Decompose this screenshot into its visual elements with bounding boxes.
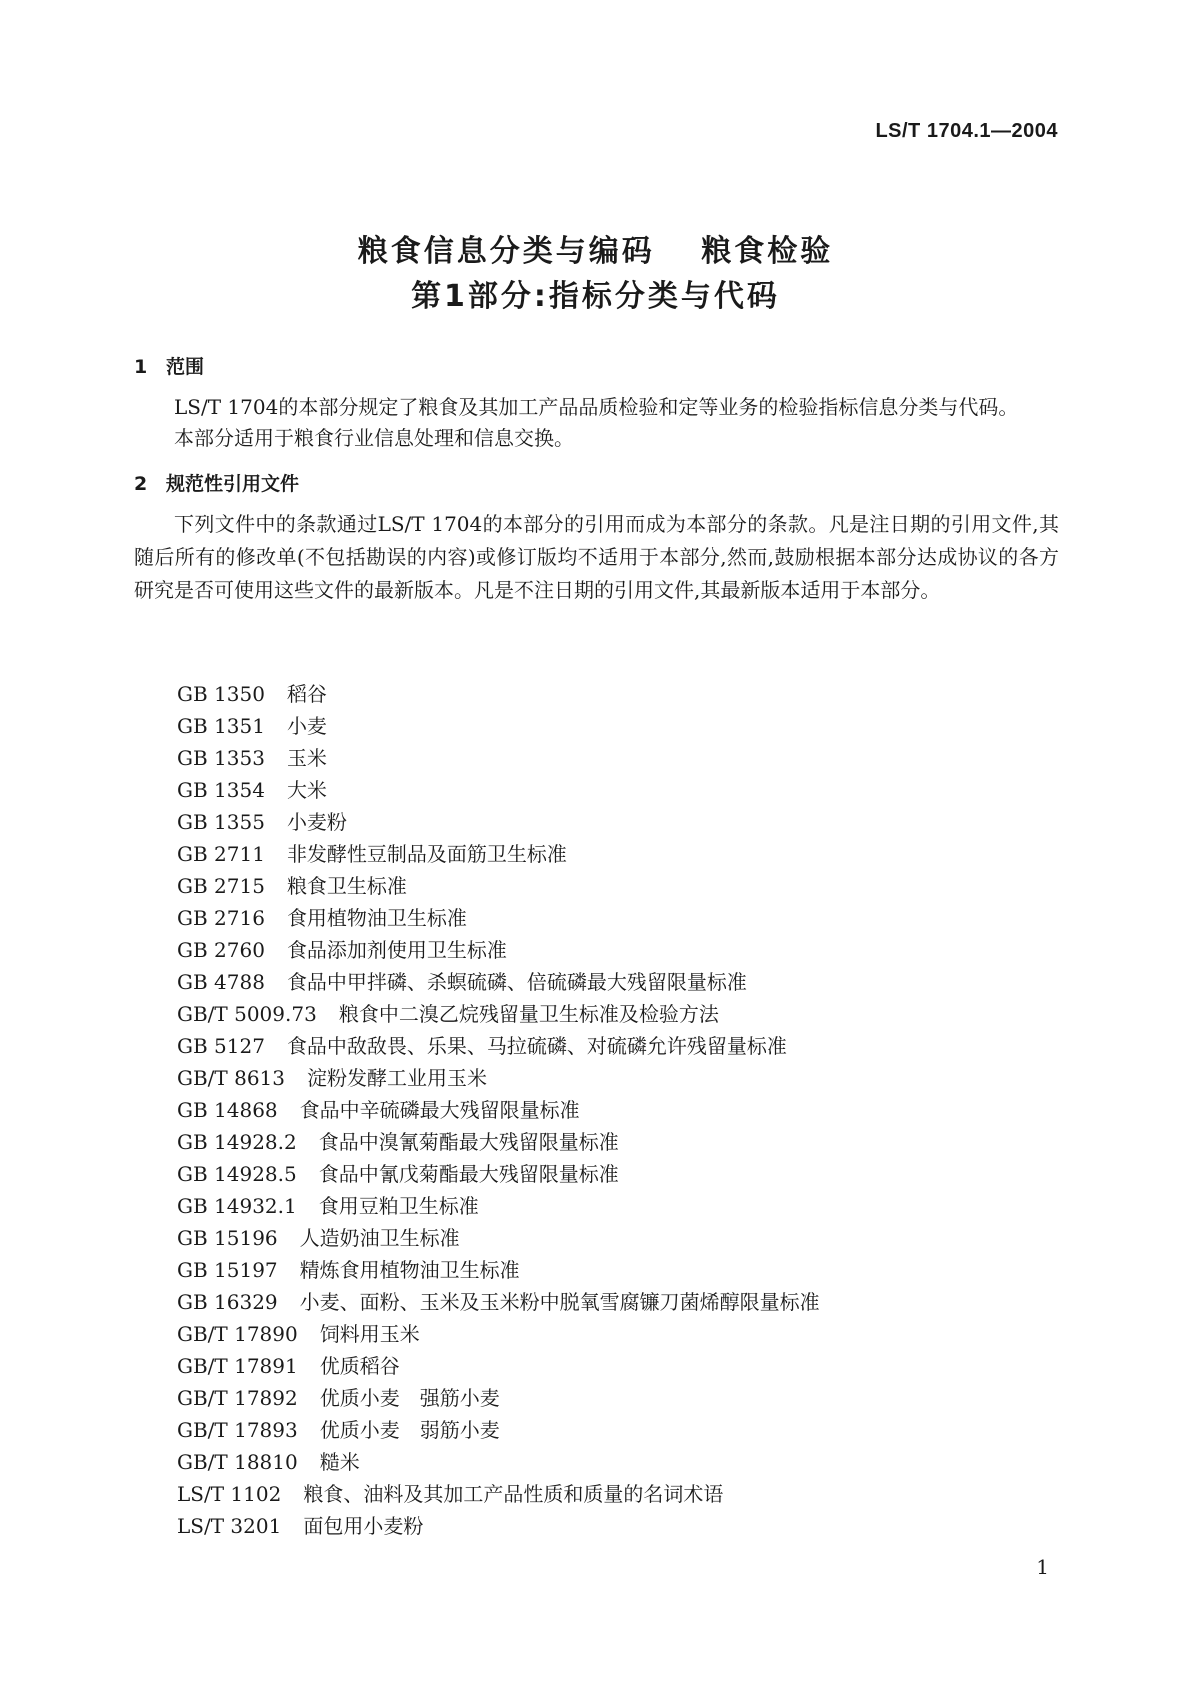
reference-title: 食品中甲拌磷、杀螟硫磷、倍硫磷最大残留限量标准 bbox=[286, 970, 747, 994]
reference-title: 粮食、油料及其加工产品性质和质量的名词术语 bbox=[303, 1482, 724, 1506]
reference-item bbox=[177, 710, 820, 742]
reference-code: GB/T 17890 bbox=[177, 1322, 298, 1346]
reference-item bbox=[177, 966, 820, 998]
reference-code: GB 1351 bbox=[177, 714, 265, 738]
reference-item bbox=[177, 1190, 820, 1222]
reference-code: GB 14928.2 bbox=[177, 1130, 297, 1154]
reference-item bbox=[177, 1158, 820, 1190]
section-1-paragraph-1: LS/T 1704的本部分规定了粮食及其加工产品品质检验和定等业务的检验指标信息分类与代码。 bbox=[174, 395, 1019, 419]
reference-title: 小麦粉 bbox=[286, 810, 347, 834]
reference-code: GB 1354 bbox=[177, 778, 265, 802]
section-title: 范围 bbox=[166, 356, 205, 378]
reference-code: GB/T 17893 bbox=[177, 1418, 298, 1442]
reference-item bbox=[177, 806, 820, 838]
reference-code: GB 16329 bbox=[177, 1290, 278, 1314]
reference-code: GB 14928.5 bbox=[177, 1162, 297, 1186]
reference-item bbox=[177, 1478, 820, 1510]
reference-item bbox=[177, 1126, 820, 1158]
reference-title: 食用豆粕卫生标准 bbox=[318, 1194, 479, 1218]
reference-item bbox=[177, 1446, 820, 1478]
reference-title: 优质小麦 弱筋小麦 bbox=[319, 1418, 500, 1442]
reference-item bbox=[177, 934, 820, 966]
reference-title: 食品中敌敌畏、乐果、马拉硫磷、对硫磷允许残留量标准 bbox=[286, 1034, 787, 1058]
reference-code: GB/T 5009.73 bbox=[177, 1002, 317, 1026]
reference-code: GB 15197 bbox=[177, 1258, 278, 1282]
reference-code: GB 14932.1 bbox=[177, 1194, 297, 1218]
reference-item bbox=[177, 998, 820, 1030]
reference-code: GB/T 18810 bbox=[177, 1450, 298, 1474]
reference-title: 精炼食用植物油卫生标准 bbox=[299, 1258, 520, 1282]
reference-item bbox=[177, 1510, 820, 1542]
reference-title: 稻谷 bbox=[286, 682, 327, 706]
section-number: 1 bbox=[134, 356, 148, 378]
reference-code: GB 2711 bbox=[177, 842, 265, 866]
standard-number: LS/T 1704.1—2004 bbox=[875, 120, 1058, 142]
section-2-paragraph-1: 下列文件中的条款通过LS/T 1704的本部分的引用而成为本部分的条款。凡是注日期的引用文件,其随后所有的修改单(不包括勘误的内容)或修订版均不适用于本部分,然而,鼓励根据本部分达成协议的各方研究是否可使用这些文件的最新版本。凡是不注日期的引用文件,其最新版本适用于本部分。 bbox=[134, 512, 1059, 602]
section-2-heading bbox=[134, 469, 299, 496]
reference-title: 面包用小麦粉 bbox=[303, 1514, 424, 1538]
reference-item bbox=[177, 870, 820, 902]
reference-item bbox=[177, 1030, 820, 1062]
reference-title: 食品中溴氰菊酯最大残留限量标准 bbox=[318, 1130, 619, 1154]
reference-item bbox=[177, 1062, 820, 1094]
reference-item bbox=[177, 1222, 820, 1254]
reference-code: GB 2715 bbox=[177, 874, 265, 898]
reference-code: GB/T 17891 bbox=[177, 1354, 298, 1378]
reference-code: LS/T 3201 bbox=[177, 1514, 282, 1538]
reference-code: GB 14868 bbox=[177, 1098, 278, 1122]
reference-code: GB 1353 bbox=[177, 746, 265, 770]
section-number: 2 bbox=[134, 473, 148, 495]
reference-title: 优质小麦 强筋小麦 bbox=[319, 1386, 500, 1410]
section-1-heading bbox=[134, 352, 204, 379]
reference-item bbox=[177, 1254, 820, 1286]
reference-title: 玉米 bbox=[286, 746, 327, 770]
reference-title: 食品中辛硫磷最大残留限量标准 bbox=[299, 1098, 580, 1122]
reference-title: 食用植物油卫生标准 bbox=[286, 906, 467, 930]
reference-title: 小麦、面粉、玉米及玉米粉中脱氧雪腐镰刀菌烯醇限量标准 bbox=[299, 1290, 820, 1314]
page-number: 1 bbox=[1036, 1555, 1049, 1579]
section-title: 规范性引用文件 bbox=[166, 473, 300, 495]
reference-title: 粮食中二溴乙烷残留量卫生标准及检验方法 bbox=[338, 1002, 719, 1026]
reference-title: 食品中氰戊菊酯最大残留限量标准 bbox=[318, 1162, 619, 1186]
reference-code: LS/T 1102 bbox=[177, 1482, 282, 1506]
reference-title: 饲料用玉米 bbox=[319, 1322, 420, 1346]
document-title-line-1: 粮食信息分类与编码 粮食检验 bbox=[357, 234, 834, 269]
document-title-line-2: 第1部分:指标分类与代码 bbox=[411, 279, 780, 314]
reference-title: 小麦 bbox=[286, 714, 327, 738]
reference-title: 淀粉发酵工业用玉米 bbox=[307, 1066, 488, 1090]
reference-item bbox=[177, 1286, 820, 1318]
reference-title: 大米 bbox=[286, 778, 327, 802]
reference-title: 人造奶油卫生标准 bbox=[299, 1226, 460, 1250]
reference-title: 非发酵性豆制品及面筋卫生标准 bbox=[286, 842, 567, 866]
reference-title: 粮食卫生标准 bbox=[286, 874, 407, 898]
reference-item bbox=[177, 1382, 820, 1414]
reference-title: 糙米 bbox=[319, 1450, 360, 1474]
reference-code: GB 2760 bbox=[177, 938, 265, 962]
reference-item bbox=[177, 1318, 820, 1350]
reference-code: GB 15196 bbox=[177, 1226, 278, 1250]
reference-item bbox=[177, 774, 820, 806]
reference-title: 优质稻谷 bbox=[319, 1354, 400, 1378]
normative-references-list bbox=[177, 678, 820, 1542]
reference-item bbox=[177, 902, 820, 934]
reference-item bbox=[177, 742, 820, 774]
reference-item bbox=[177, 1414, 820, 1446]
reference-title: 食品添加剂使用卫生标准 bbox=[286, 938, 507, 962]
reference-code: GB/T 17892 bbox=[177, 1386, 298, 1410]
reference-code: GB 1350 bbox=[177, 682, 265, 706]
reference-code: GB 2716 bbox=[177, 906, 265, 930]
reference-item bbox=[177, 1350, 820, 1382]
reference-item bbox=[177, 838, 820, 870]
reference-item bbox=[177, 678, 820, 710]
reference-code: GB 5127 bbox=[177, 1034, 265, 1058]
reference-item bbox=[177, 1094, 820, 1126]
reference-code: GB 4788 bbox=[177, 970, 265, 994]
section-1-paragraph-2: 本部分适用于粮食行业信息处理和信息交换。 bbox=[174, 426, 574, 450]
reference-code: GB 1355 bbox=[177, 810, 265, 834]
reference-code: GB/T 8613 bbox=[177, 1066, 286, 1090]
